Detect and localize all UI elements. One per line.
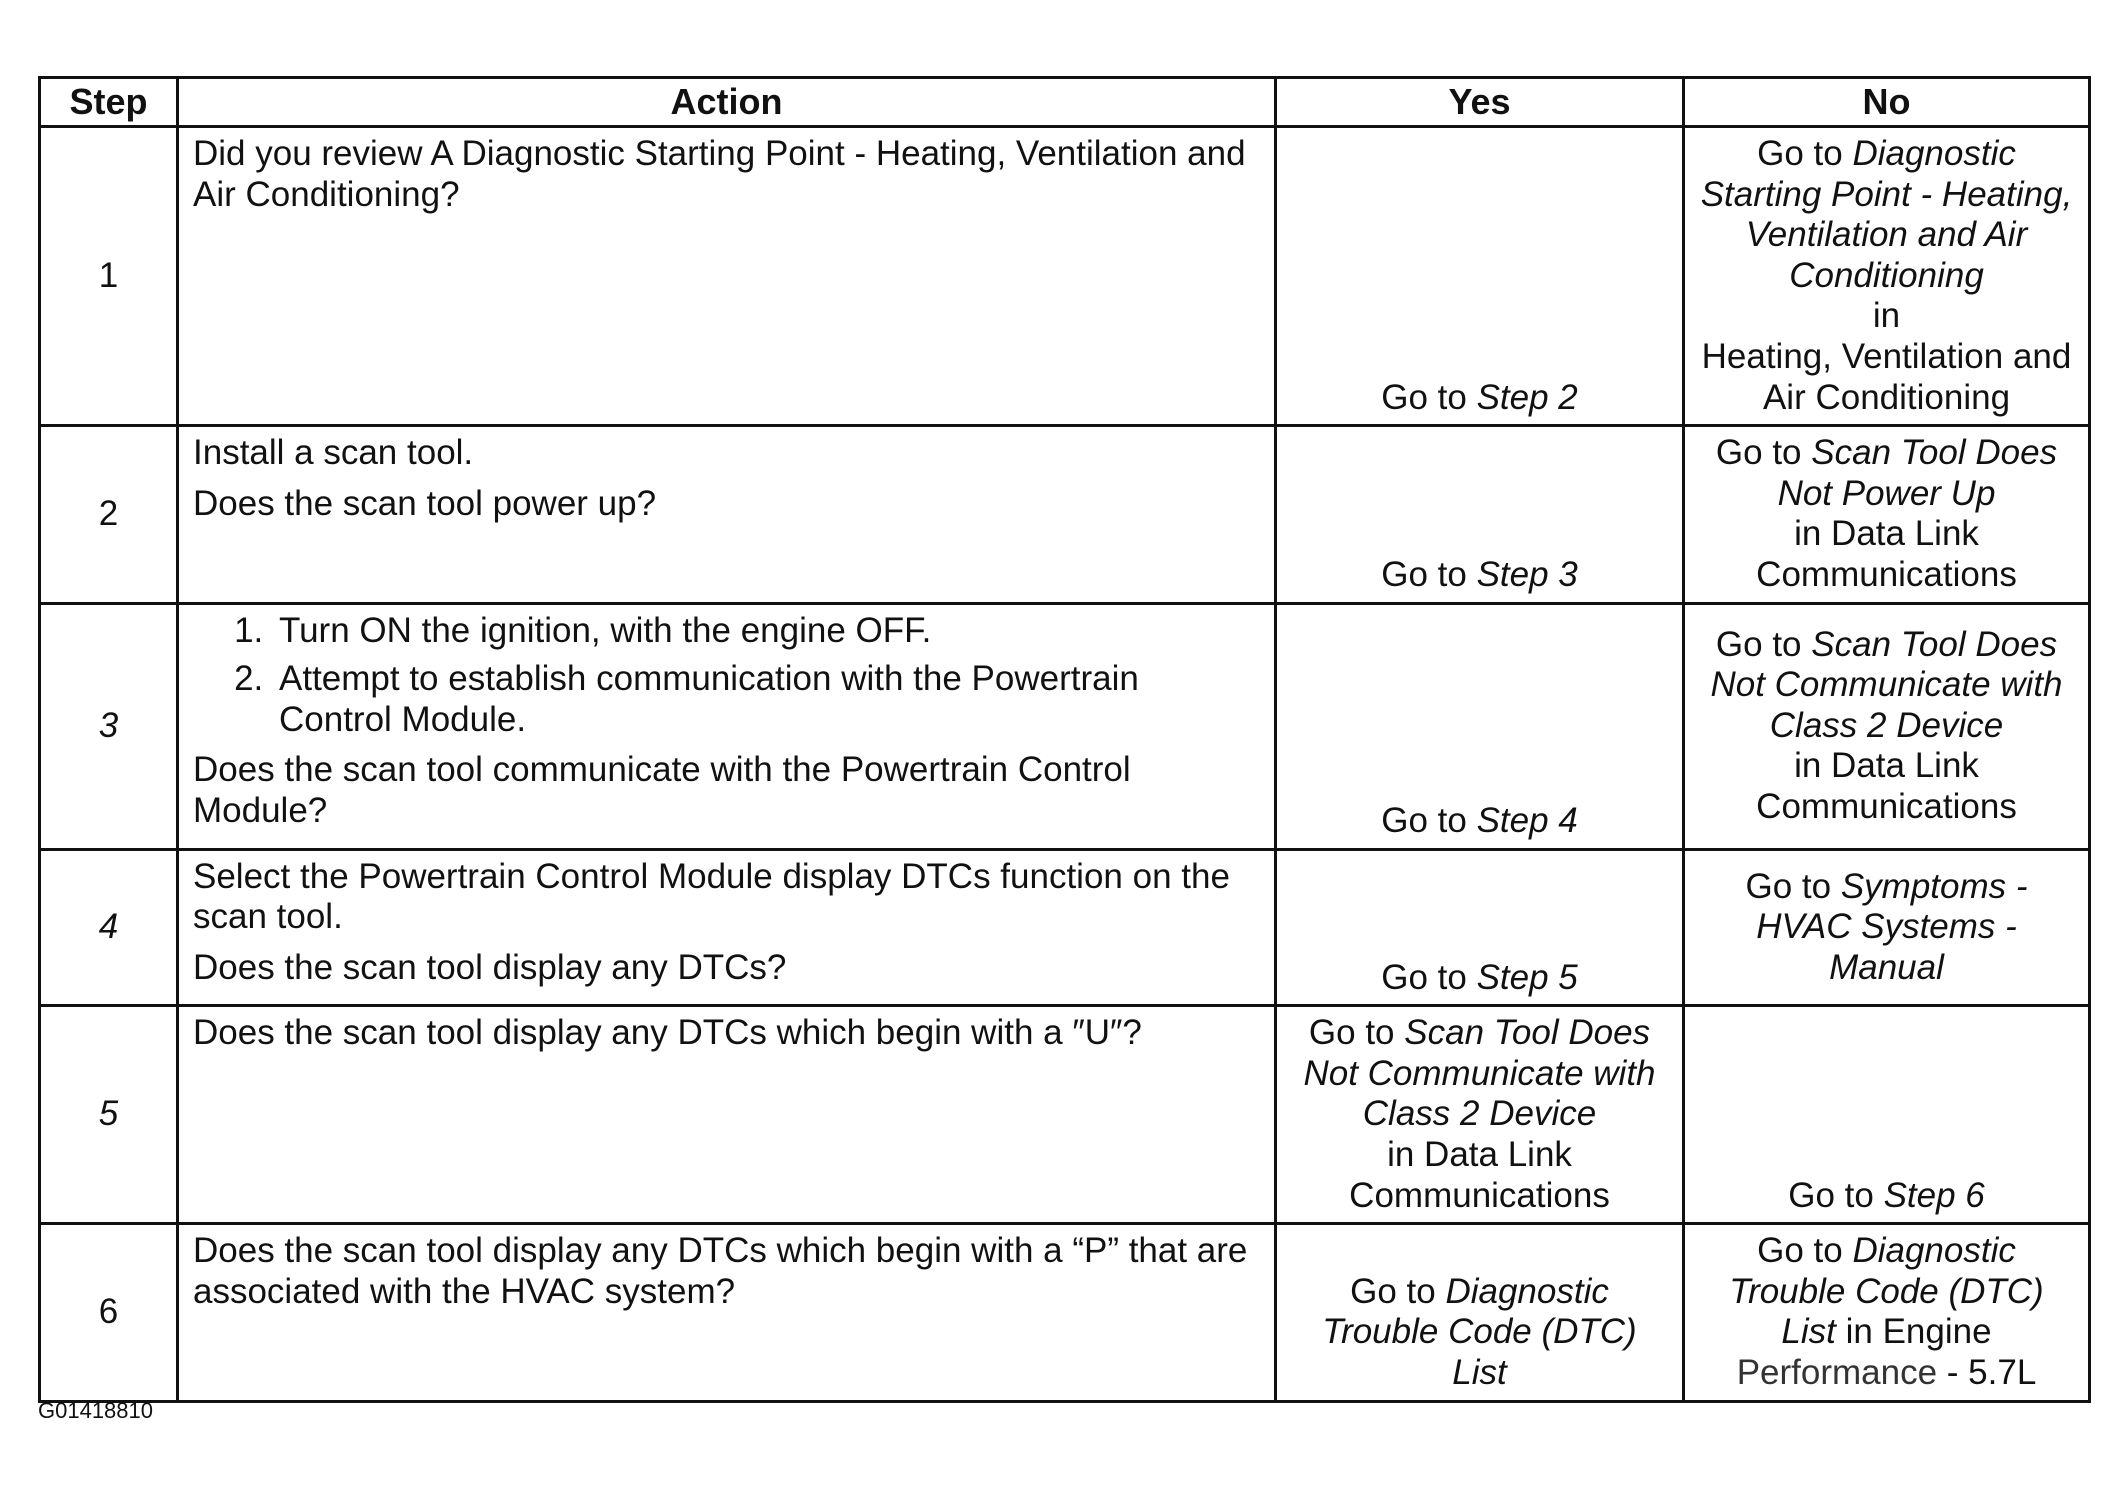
action-list-item: 2. Attempt to establish communication with the Powertrain Control Module. [273, 659, 1260, 740]
action-cell [178, 1224, 1276, 1401]
no-reference-link[interactable]: Scan Tool Does Not Power Up [1777, 433, 2058, 513]
no-cell [1684, 849, 2090, 1006]
yes-prefix: Go to [1308, 1013, 1395, 1053]
header-action: Action [178, 78, 1276, 127]
yes-cell [1276, 426, 1684, 603]
no-cell [1684, 426, 2090, 603]
step-number: 5 [40, 1006, 178, 1224]
no-reference-link[interactable]: Diagnostic Starting Point - Heating, Ventilation and Air Conditioning [1700, 134, 2073, 295]
diagnostic-table [38, 76, 2091, 1403]
no-reference-link[interactable]: Diagnostic Trouble Code (DTC) List [1729, 1231, 2044, 1352]
no-reference-link[interactable]: Symptoms - HVAC Systems - Manual [1756, 866, 2028, 987]
table-row-step-5 [40, 1006, 2090, 1224]
no-prefix: Go to [1715, 624, 1802, 664]
yes-step-link[interactable]: Step 2 [1476, 377, 1578, 417]
action-question: Does the scan tool display any DTCs? [193, 947, 787, 987]
yes-step-link[interactable]: Step 3 [1476, 554, 1578, 594]
no-step-link[interactable]: Step 6 [1883, 1175, 1985, 1215]
figure-id: G01418810 [38, 1398, 153, 1423]
action-text: Did you review A Diagnostic Starting Point - Heating, Ventilation and Air Conditioning? [193, 134, 1246, 214]
header-row [40, 78, 2090, 127]
step-number: 2 [40, 426, 178, 603]
no-section-label: Heating, Ventilation and Air Conditioning [1701, 336, 2072, 417]
table-row-step-2 [40, 426, 2090, 603]
step-number: 4 [40, 849, 178, 1006]
no-cell [1684, 1006, 2090, 1224]
no-prefix: Go to [1788, 1175, 1874, 1215]
yes-prefix: Go to [1350, 1271, 1436, 1311]
no-section-label: Performance [1736, 1353, 1938, 1393]
action-cell [178, 849, 1276, 1006]
step-number: 1 [40, 127, 178, 426]
action-question: Does the scan tool display any DTCs which begin with a ″U″? [193, 1013, 1142, 1053]
no-cell [1684, 127, 2090, 426]
yes-prefix: Go to [1381, 957, 1467, 997]
header-yes: Yes [1276, 78, 1684, 127]
no-in-label: in [1872, 296, 1901, 336]
action-list [193, 611, 1260, 741]
no-prefix: Go to [1757, 134, 1843, 173]
no-cell [1684, 1224, 2090, 1401]
yes-prefix: Go to [1381, 377, 1467, 417]
yes-cell [1276, 127, 1684, 426]
action-cell [178, 426, 1276, 603]
action-cell [178, 603, 1276, 849]
no-section-label: in Data Link Communications [1756, 746, 2017, 826]
action-cell [178, 127, 1276, 426]
action-question: Does the scan tool power up? [193, 483, 657, 523]
table-row-step-3 [40, 603, 2090, 849]
yes-prefix: Go to [1381, 554, 1467, 594]
action-text: Install a scan tool. [193, 433, 474, 473]
action-text: Select the Powertrain Control Module display DTCs function on the scan tool. [193, 856, 1230, 937]
yes-step-link[interactable]: Step 5 [1476, 957, 1578, 997]
action-question: Does the scan tool display any DTCs which begin with a “P” that are associated with the HVAC system? [193, 1231, 1248, 1311]
header-no: No [1684, 78, 2090, 127]
yes-cell [1276, 1006, 1684, 1224]
no-engine-label: - 5.7L [1946, 1353, 2037, 1393]
no-reference-link[interactable]: Scan Tool Does Not Communicate with Class 2 Device [1710, 624, 2063, 745]
no-cell [1684, 603, 2090, 849]
yes-cell [1276, 603, 1684, 849]
table-row-step-1 [40, 127, 2090, 426]
no-prefix: Go to [1757, 1231, 1843, 1271]
no-prefix: Go to [1745, 866, 1832, 906]
yes-section-label: in Data Link Communications [1349, 1135, 1610, 1215]
no-in-label: in Engine [1845, 1312, 1992, 1352]
step-number: 3 [40, 603, 178, 849]
yes-reference-link[interactable]: Scan Tool Does Not Communicate with Class 2 Device [1303, 1013, 1656, 1134]
yes-cell [1276, 849, 1684, 1006]
no-section-label: in Data Link Communications [1756, 514, 2017, 594]
table-row-step-4 [40, 849, 2090, 1006]
header-step: Step [40, 78, 178, 127]
yes-reference-link[interactable]: Diagnostic Trouble Code (DTC) List [1322, 1271, 1637, 1393]
yes-step-link[interactable]: Step 4 [1476, 800, 1578, 840]
no-prefix: Go to [1715, 433, 1802, 473]
table-row-step-6 [40, 1224, 2090, 1401]
action-question: Does the scan tool communicate with the Powertrain Control Module? [193, 750, 1131, 830]
yes-cell [1276, 1224, 1684, 1401]
yes-prefix: Go to [1381, 800, 1467, 840]
action-list-item: 1. Turn ON the ignition, with the engine OFF. [273, 611, 1260, 652]
action-cell [178, 1006, 1276, 1224]
step-number: 6 [40, 1224, 178, 1401]
